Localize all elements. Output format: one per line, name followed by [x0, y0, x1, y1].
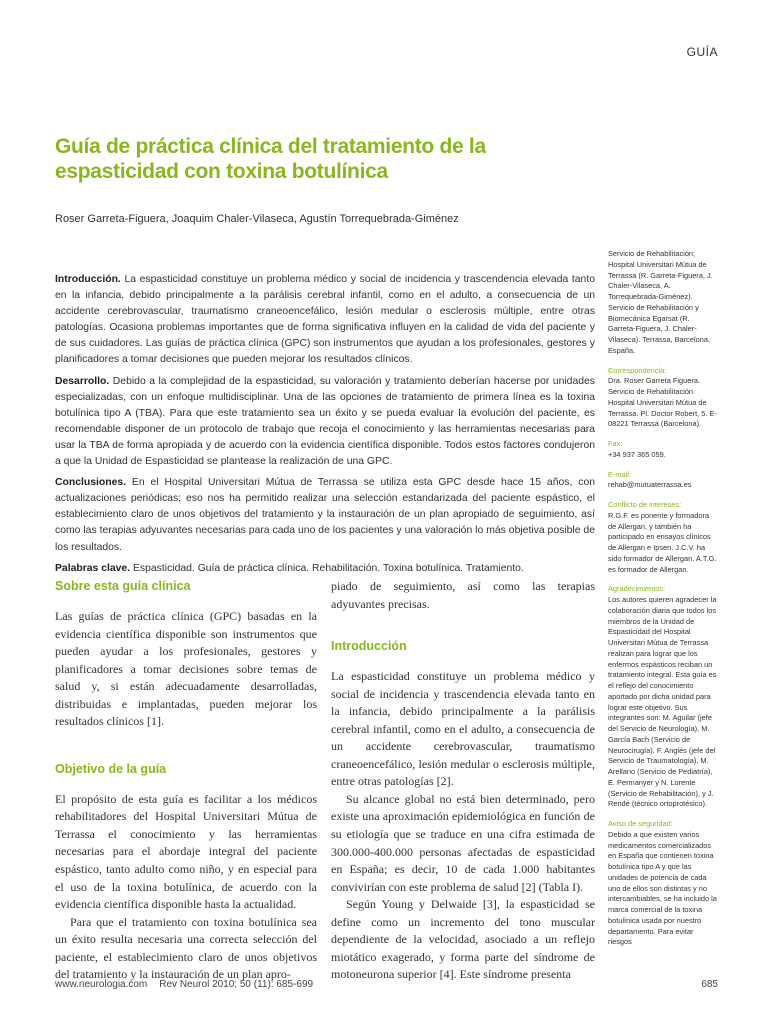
fax [608, 439, 718, 461]
paragraph-continuation: piado de seguimiento, así como las terapias adyuvantes precisas. [331, 579, 595, 611]
abstract-intro-text: La espasticidad constituye un problema médico y social de incidencia y trascendencia elevada tanto en la infancia, debido principalmente a la parálisis cerebral infantil, como en el adulto, a consecuencia de un accidente cerebrovascular, traumatismo craneoencefálico, lesión medular o esclerosis múltiple, entre otras patologías. Ocasiona problemas importantes que de forma significativa influyen en la calidad de vida del paciente y de sus cuidadores. Las guías de práctica clínica (GPC) son instrumentos que ayudan a los profesionales, gestores y planificadores a tomar decisiones que pueden mejorar los resultados clínicos. [55, 274, 595, 366]
heading-introduccion: Introducción [331, 639, 407, 654]
abstract-kw-text: Espasticidad. Guía de práctica clínica. Rehabilitación. Toxina botulínica. Tratamiento. [133, 562, 524, 574]
fax-heading: Fax: [608, 439, 623, 448]
safety-heading: Aviso de seguridad: [608, 819, 673, 828]
conflict-text: R.G.F. es ponente y formadora de Allergan, y también ha participado en ensayos clínicos de Allergan e Ipsen. J.C.V. ha sido formador de Allergan. A.T.G. es formador de Allergan. [608, 510, 717, 574]
authors: Roser Garreta-Figuera, Joaquim Chaler-Vilaseca, Agustín Torrequebrada-Giménez [55, 213, 459, 225]
abstract-development [55, 374, 595, 471]
footer-citation [55, 979, 313, 990]
correspondence-heading: Correspondencia: [608, 365, 667, 375]
abstract [55, 272, 595, 577]
acknowledgements [608, 584, 718, 810]
paragraph-intro-3: Según Young y Delwaide [3], la espasticidad se define como un incremento del tono muscular dependiente de la velocidad, asociado a un reflejo miotático exagerado, y forma parte del síndrome de motoneurona superior [4]. Este síndrome presenta [331, 897, 595, 982]
safety-notice [608, 819, 718, 948]
fax-text: +34 937 365 059. [608, 449, 666, 459]
conflict-heading: Conflicto de intereses: [608, 500, 682, 509]
footer-journal: Rev Neurol 2010; 50 (11): 685-699 [159, 979, 314, 990]
abstract-introduction [55, 272, 595, 369]
paragraph-intro-2: Su alcance global no está bien determinado, pero existe una aproximación epidemiológica en función de su etiología que se traduce en una cifra estimada de 300.000-400.000 personas afectadas de espasticidad en España; es decir, 10 de cada 1.000 habitantes convivirían con este problema de salud [2] (Tabla I). [331, 791, 595, 894]
affiliation: Servicio de Rehabilitación; Hospital Universitari Mútua de Terrassa (R. Garreta-Figuera, J. Chaler-Vilaseca, A. Torrequebrada-Giménez). Servicio de Rehabilitación y Biomecánica Egarsat (R. Garreta-Figuera, J. Chaler-Vilaseca). Terrassa, Barcelona, España. [608, 249, 713, 355]
heading-objetivo: Objetivo de la guía [55, 761, 167, 776]
email [608, 470, 718, 492]
page-number: 685 [701, 979, 718, 990]
body-column-middle [331, 578, 595, 984]
abstract-keywords [55, 561, 595, 577]
abstract-conclusions [55, 475, 595, 555]
conflict-of-interest [608, 500, 718, 575]
safety-text: Debido a que existen varios medicamentos comercializados en España que contienen toxina botulínica tipo A y que las unidades de potencia de cada uno de ellos son distintas y no intercambiables, se ha incluido la marca comercial de la toxina botulínica usada por nuestro departamento. Para evitar riesgos [608, 829, 717, 947]
footer-site: www.neurologia.com [55, 979, 148, 990]
article-title: Guía de práctica clínica del tratamiento de la espasticidad con toxina botulínica [55, 135, 486, 183]
acknowledgements-heading: Agradecimientos: [608, 584, 666, 594]
correspondence [608, 366, 718, 431]
email-heading: E-mail: [608, 469, 631, 479]
paragraph-intro-1: La espasticidad constituye un problema médico y social de incidencia y trascendencia elevada tanto en la infancia, debido principalmente a la parálisis cerebral infantil, como en el adulto, a consecuencia de un accidente cerebrovascular, traumatismo craneoencefálico, lesión medular o esclerosis múltiple, entre otras patologías [2]. [331, 669, 595, 789]
abstract-intro-label: Introducción. [55, 274, 121, 285]
abstract-concl-label: Conclusiones. [55, 477, 127, 489]
paragraph-objetivo-2: Para que el tratamiento con toxina botulínica sea un éxito resulta necesaria una correcta selección del paciente, el establecimiento claro de unos objetivos del tratamiento y la instauración de un plan apro- [55, 914, 317, 982]
abstract-concl-text: En el Hospital Universitari Mútua de Terrassa se utiliza esta GPC desde hace 15 años, con actualizaciones periódicas; eso nos ha permitido realizar una selección estandarizada del paciente espástico, el establecimiento claro de unos objetivos del tratamiento y la instauración de un plan apropiado de seguimiento, así como las terapias adyuvantes necesarias para cada uno de los pacientes y una valoración lo más objetiva posible de los resultados. [55, 477, 595, 553]
paragraph-sobre: Las guías de práctica clínica (GPC) basadas en la evidencia científica disponible son instrumentos que pueden ayudar a los profesionales, gestores y planificadores a tomar decisiones sobre temas de salud y, si están adecuadamente desarrolladas, distribuidas e implantadas, pueden mejorar los resultados clínicos [1]. [55, 609, 317, 729]
acknowledgements-text: Los autores quieren agradecer la colaboración diaria que todos los miembros de la Unidad de Espasticidad del Hospital Universitari Mútua de Terrassa realizan para lograr que los enfermos espásticos reciban un tratamiento integral. Esta guía es el reflejo del conocimiento aportado por dicha unidad para lograr este objetivo. Sus integrantes son: M. Aguilar (jefe del Servicio de Neurología), M. García Bach (Servicio de Neurocirugía), F. Anglès (jefe del Servicio de Traumatología), M. Arellano (Servicio de Pediatría), E. Permanyer y N. Lorente (Servicio de Rehabilitación), y J. Rendé (técnico ortoprotésico). [608, 595, 717, 809]
paragraph-objetivo-1: El propósito de esta guía es facilitar a los médicos rehabilitadores del Hospital Universitari Mútua de Terrassa el conocimiento y las herramientas necesarias para el abordaje integral del paciente espástico, tanto adulto como niño, y en especial para el uso de la toxina botulínica, de acuerdo con la evidencia científica disponible hasta la actualidad. [55, 791, 317, 912]
section-label: GUÍA [686, 45, 718, 59]
body-column-left [55, 578, 317, 984]
sidebar-notes [608, 249, 718, 957]
correspondence-text: Dra. Roser Garreta Figuera. Servicio de Rehabilitación. Hospital Universitari Mútua de Terrassa. Pl. Doctor Robert, 5. E-08221 Terrassa (Barcelona). [608, 376, 717, 429]
heading-sobre: Sobre esta guía clínica [55, 579, 191, 593]
abstract-dev-label: Desarrollo. [55, 375, 110, 387]
email-text: rehab@mutuaterrassa.es [608, 480, 692, 490]
abstract-kw-label: Palabras clave. [55, 562, 131, 574]
abstract-dev-text: Debido a la complejidad de la espasticidad, su valoración y tratamiento deberían hacerse por unidades especializadas, con un enfoque multidisciplinar. Una de las opciones de tratamiento de primera línea es la toxina botulínica tipo A (TBA). Para que este tratamiento sea un éxito y se pueda evaluar la evolución del paciente, es recomendable disponer de un protocolo de trabajo que recoja el conocimiento y las herramientas necesarias para usar la TBA de forma apropiada y de acuerdo con la evidencia científica disponible. Todos estos factores condujeron a que la Unidad de Espasticidad se plantease la realización de una GPC. [55, 375, 595, 468]
